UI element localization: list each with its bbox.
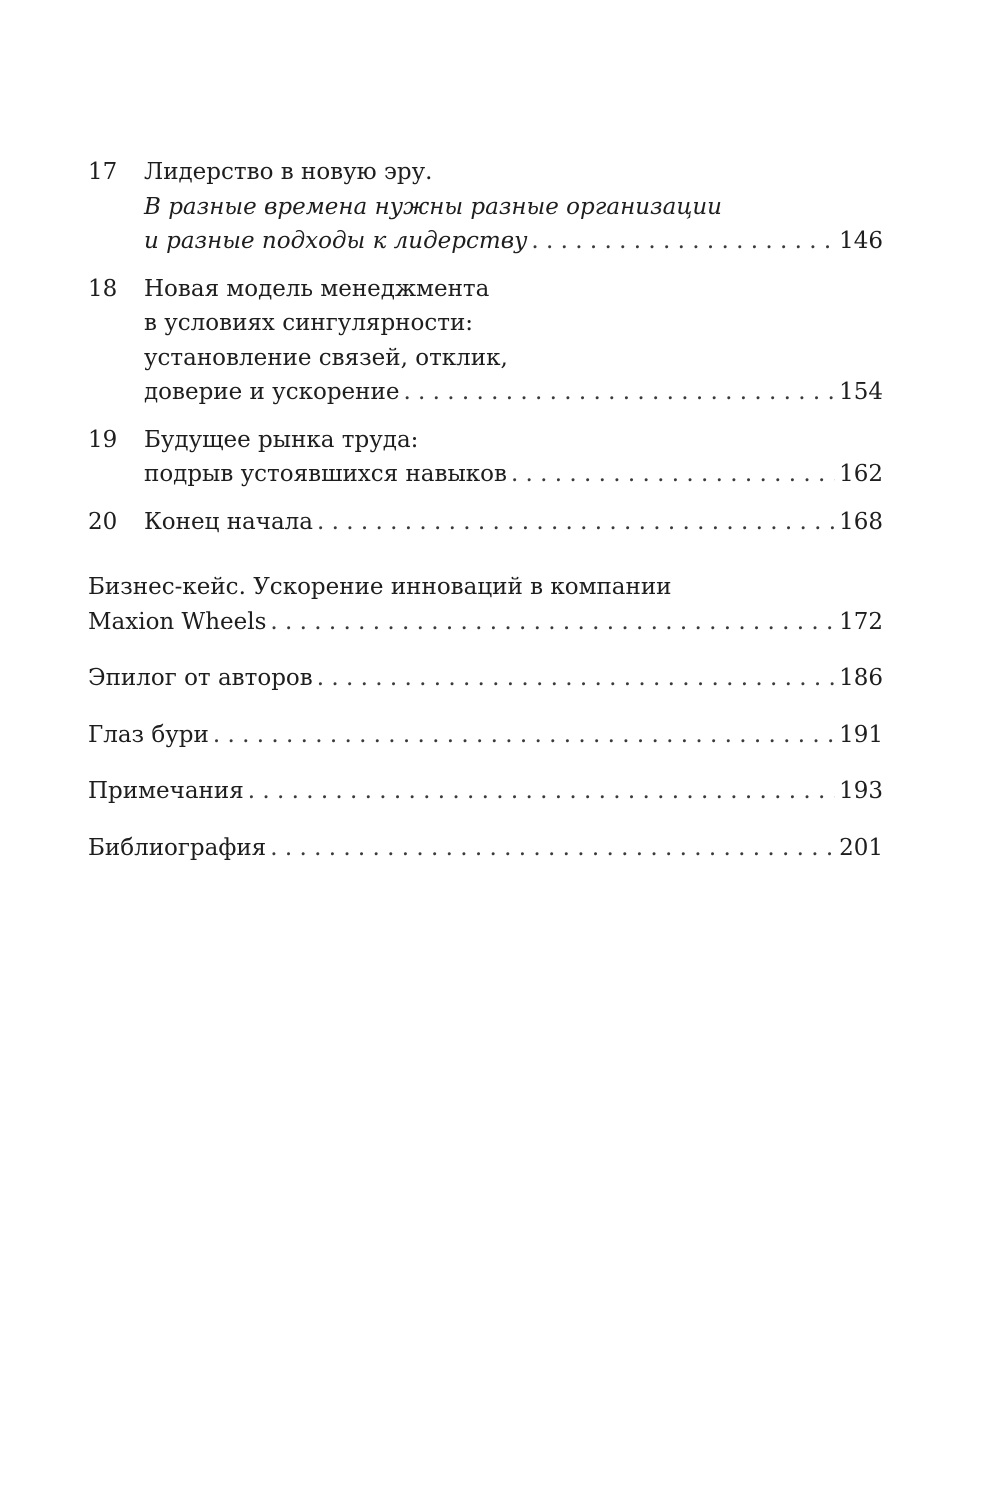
page-number: 191: [839, 721, 883, 748]
chapter-subtitle-line: В разные времена нужны разные организации: [144, 193, 722, 220]
section-last-line: [88, 774, 883, 809]
toc-entry-chapter-17[interactable]: [88, 155, 883, 259]
toc-entry-epilogue[interactable]: [88, 661, 883, 696]
chapter-title-last-line: подрыв устоявшихся навыков: [144, 461, 507, 487]
section-last-line: [88, 605, 883, 640]
section-title-last-line: Библиография: [88, 834, 267, 861]
page-number: 146: [839, 228, 883, 254]
dot-leader: [248, 774, 835, 809]
chapter-title-line: в условиях сингулярности:: [144, 310, 474, 336]
dot-leader: [403, 375, 835, 410]
dot-leader: [317, 661, 835, 696]
toc-entry-notes[interactable]: [88, 774, 883, 809]
chapter-number: 19: [88, 426, 118, 453]
page-number: 162: [839, 461, 883, 487]
chapter-last-line: [144, 457, 883, 492]
toc-entry-chapter-19[interactable]: [88, 423, 883, 492]
page-number: 193: [839, 778, 883, 804]
page-number: 201: [839, 834, 883, 861]
section-title-line: Бизнес-кейс. Ускорение инноваций в компании: [88, 574, 672, 600]
page-number: 186: [839, 665, 883, 691]
chapter-title-line: Лидерство в новую эру.: [144, 159, 433, 185]
dot-leader: [511, 457, 835, 492]
toc-entry-bibliography[interactable]: [88, 831, 883, 866]
chapter-subtitle-last-line: и разные подходы к лидерству: [144, 228, 528, 254]
chapter-last-line: [144, 224, 883, 259]
section-title-last-line: Эпилог от авторов: [88, 665, 313, 691]
chapter-title-last-line: доверие и ускорение: [144, 379, 400, 405]
chapter-title-last-line: Конец начала: [144, 508, 313, 535]
table-of-contents: [88, 155, 883, 865]
section-last-line: [88, 718, 883, 753]
chapter-last-line: [144, 505, 883, 540]
section-last-line: [88, 661, 883, 696]
dot-leader: [531, 224, 835, 259]
section-title-last-line: Maxion Wheels: [88, 608, 267, 635]
page-number: 172: [839, 608, 883, 635]
chapter-last-line: [144, 375, 883, 410]
chapter-title-line: Будущее рынка труда:: [144, 426, 419, 453]
chapter-number: 18: [88, 275, 118, 302]
dot-leader: [270, 831, 835, 866]
dot-leader: [317, 505, 835, 540]
chapter-number: 17: [88, 159, 118, 185]
toc-entry-eye-of-storm[interactable]: [88, 718, 883, 753]
page-number: 154: [839, 379, 883, 405]
toc-entry-business-case[interactable]: [88, 570, 883, 639]
chapter-title-line: установление связей, отклик,: [144, 344, 508, 371]
section-title-last-line: Глаз бури: [88, 721, 209, 748]
chapter-number: 20: [88, 508, 118, 535]
toc-entry-chapter-18[interactable]: [88, 272, 883, 410]
page-number: 168: [839, 508, 883, 535]
toc-entry-chapter-20[interactable]: [88, 505, 883, 540]
section-title-last-line: Примечания: [88, 778, 244, 804]
dot-leader: [213, 718, 835, 753]
section-last-line: [88, 831, 883, 866]
dot-leader: [270, 605, 835, 640]
chapter-title-line: Новая модель менеджмента: [144, 275, 490, 302]
